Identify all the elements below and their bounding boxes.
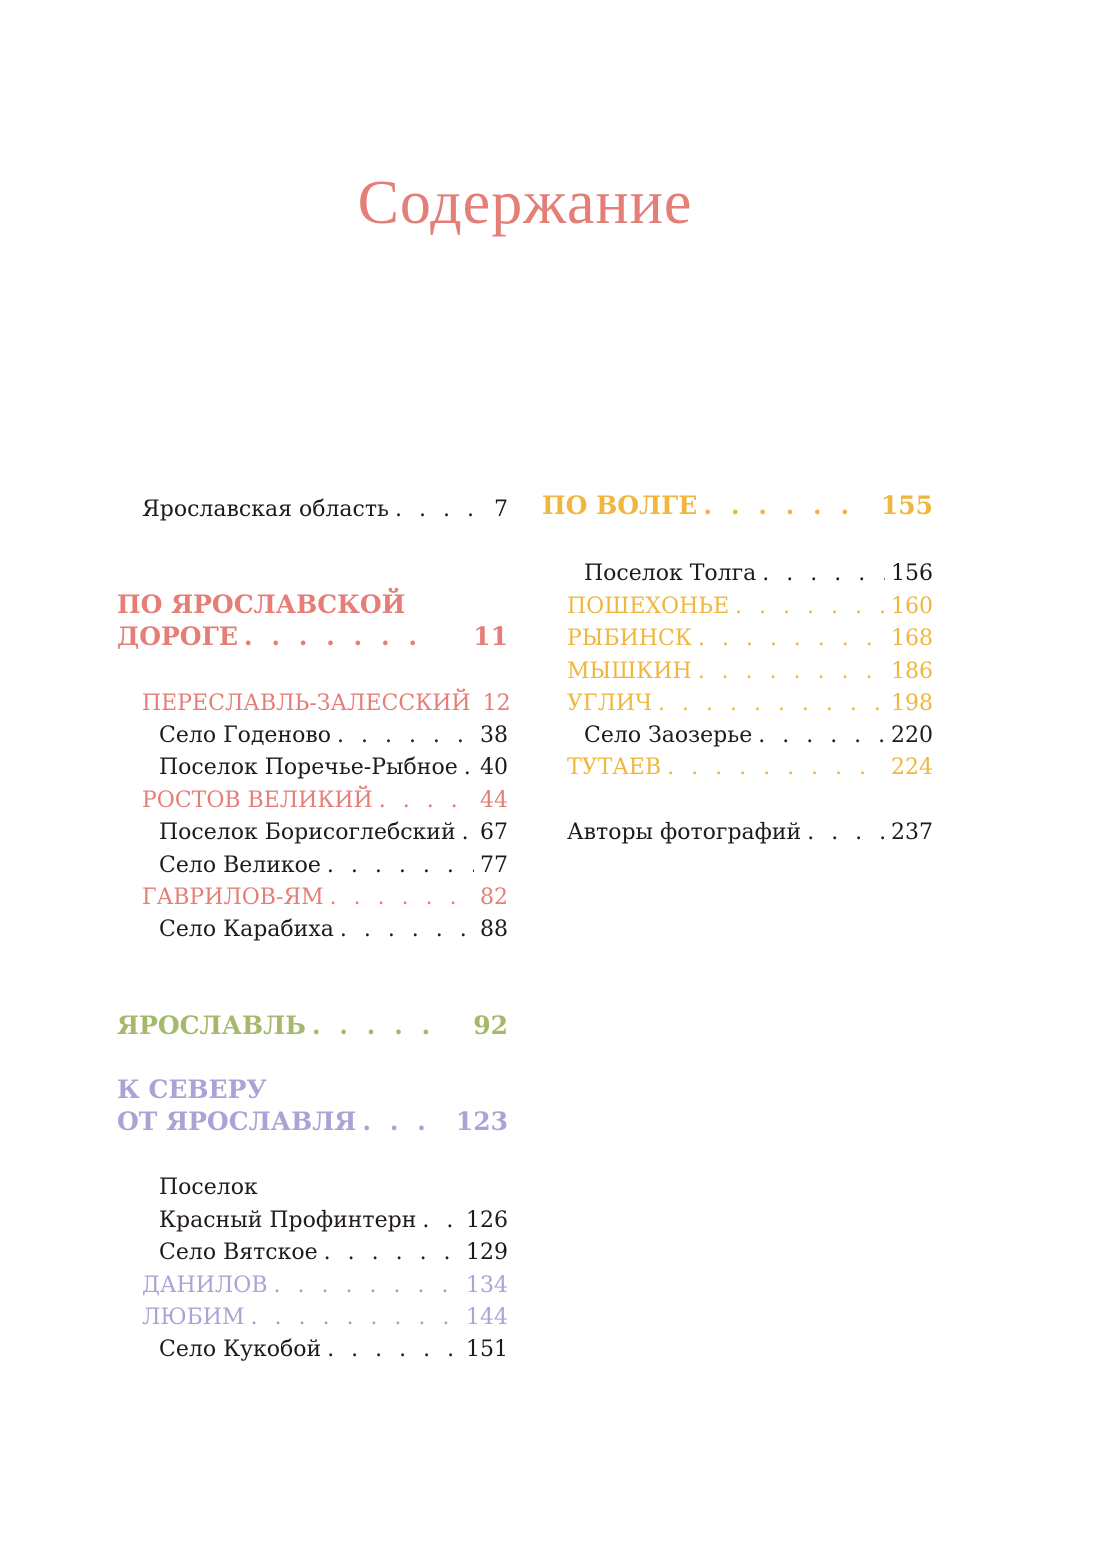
leader-dots — [698, 623, 885, 655]
toc-entry-intro[interactable] — [142, 494, 508, 526]
section-title-line1: К СЕВЕРУ — [117, 1075, 267, 1104]
toc-entry-page: 40 — [480, 755, 508, 780]
toc-entry-label: Село Карабиха — [159, 917, 334, 942]
toc-entry-borisoglebsky[interactable] — [159, 817, 508, 849]
leader-dots — [273, 1270, 460, 1302]
toc-entry-page: 67 — [480, 820, 508, 845]
toc-entry-page: 82 — [480, 885, 508, 910]
toc-entry-tolga[interactable] — [584, 558, 933, 590]
toc-section-yaroslavl[interactable] — [117, 1010, 508, 1042]
leader-dots — [762, 558, 885, 590]
leader-dots — [698, 656, 885, 688]
leader-dots — [807, 817, 885, 849]
toc-entry-uglich[interactable] — [567, 688, 933, 720]
toc-entry-page: 44 — [480, 788, 508, 813]
section-title: ПО ВОЛГЕ — [542, 491, 698, 520]
section-page: 123 — [455, 1107, 508, 1136]
toc-entry-godenovo[interactable] — [159, 720, 508, 752]
toc-entry-velikoe[interactable] — [159, 850, 508, 882]
toc-entry-page: 156 — [891, 561, 933, 586]
toc-entry-tutaev[interactable] — [567, 752, 933, 784]
leader-dots — [340, 914, 474, 946]
leader-dots — [327, 850, 474, 882]
toc-entry-label: РОСТОВ ВЕЛИКИЙ — [142, 788, 373, 813]
toc-entry-page: 126 — [466, 1208, 508, 1233]
leader-dots — [312, 1010, 437, 1042]
toc-entry-krasny-profintern[interactable] — [159, 1205, 508, 1237]
leader-dots — [735, 591, 885, 623]
toc-entry-gavrilov-yam[interactable] — [142, 882, 508, 914]
toc-entry-label: Красный Профинтерн — [159, 1208, 417, 1233]
leader-dots — [703, 490, 858, 522]
toc-entry-label: ПЕРЕСЛАВЛЬ-ЗАЛЕССКИЙ — [142, 691, 471, 716]
toc-entry-rostov[interactable] — [142, 785, 508, 817]
toc-entry-label: Поселок Толга — [584, 561, 757, 586]
toc-entry-zaozerye[interactable] — [584, 720, 933, 752]
leader-dots — [327, 1334, 460, 1366]
toc-entry-page: 237 — [891, 820, 933, 845]
leader-dots — [667, 752, 885, 784]
toc-entry-label: Авторы фотографий — [567, 820, 802, 845]
toc-entry-page: 224 — [891, 755, 933, 780]
toc-entry-label: Ярославская область — [142, 497, 390, 522]
toc-section-k-severu[interactable] — [117, 1074, 508, 1138]
toc-entry-page: 168 — [891, 626, 933, 651]
toc-entry-label: ЛЮБИМ — [142, 1305, 245, 1330]
toc-entry-label: МЫШКИН — [567, 659, 692, 684]
leader-dots — [362, 1106, 433, 1138]
section-title-line2: ДОРОГЕ — [117, 622, 238, 651]
toc-entry-poshekhonye[interactable] — [567, 591, 933, 623]
toc-section-po-volge[interactable] — [542, 490, 933, 522]
toc-entry-label: Поселок Поречье-Рыбное — [159, 755, 458, 780]
leader-dots — [379, 785, 474, 817]
leader-dots — [658, 688, 885, 720]
toc-entry-page: 160 — [891, 594, 933, 619]
toc-entry-label: УГЛИЧ — [567, 691, 653, 716]
toc-entry-karabikha[interactable] — [159, 914, 508, 946]
toc-entry-label: Село Заозерье — [584, 723, 753, 748]
toc-entry-porechye[interactable] — [159, 752, 508, 784]
toc-entry-label: ПОШЕХОНЬЕ — [567, 594, 730, 619]
leader-dots — [330, 882, 474, 914]
toc-entry-page: 77 — [480, 853, 508, 878]
section-title-line2-row — [117, 1106, 508, 1138]
toc-entry-page: 134 — [466, 1273, 508, 1298]
section-title-line2-row — [117, 621, 508, 653]
leader-dots — [758, 720, 885, 752]
toc-entry-label: Село Великое — [159, 853, 321, 878]
toc-entry-label: Село Годеново — [159, 723, 331, 748]
leader-dots — [462, 817, 474, 849]
toc-entry-page: 220 — [891, 723, 933, 748]
toc-entry-pereslavl[interactable] — [142, 688, 511, 720]
section-page: 155 — [880, 491, 933, 520]
toc-entry-label: Поселок Борисоглебский — [159, 820, 456, 845]
toc-entry-label: Село Кукобой — [159, 1337, 322, 1362]
toc-entry-vyatskoe[interactable] — [159, 1237, 508, 1269]
toc-entry-page: 88 — [480, 917, 508, 942]
leader-dots — [324, 1237, 460, 1269]
leader-dots — [244, 621, 437, 653]
toc-entry-label: Село Вятское — [159, 1240, 318, 1265]
section-page: 11 — [473, 622, 508, 651]
leader-dots — [464, 752, 474, 784]
toc-entry-page: 151 — [466, 1337, 508, 1362]
toc-entry-danilov[interactable] — [142, 1270, 508, 1302]
toc-entry-page: 144 — [466, 1305, 508, 1330]
toc-entry-page: 198 — [891, 691, 933, 716]
toc-entry-page: 129 — [466, 1240, 508, 1265]
leader-dots — [251, 1302, 461, 1334]
toc-entry-label: ГАВРИЛОВ-ЯМ — [142, 885, 324, 910]
toc-entry-page: 186 — [891, 659, 933, 684]
toc-entry-label: РЫБИНСК — [567, 626, 692, 651]
section-page: 92 — [473, 1011, 508, 1040]
toc-entry-page: 12 — [482, 691, 511, 716]
section-title: ЯРОСЛАВЛЬ — [117, 1011, 306, 1040]
toc-entry-myshkin[interactable] — [567, 656, 933, 688]
toc-section-po-yaroslavskoy-doroge[interactable] — [117, 589, 508, 653]
toc-entry-photo-credits[interactable] — [567, 817, 933, 849]
leader-dots — [395, 494, 488, 526]
section-title-line1: ПО ЯРОСЛАВСКОЙ — [117, 590, 406, 619]
toc-entry-page: 7 — [494, 497, 508, 522]
toc-entry-label: Поселок — [159, 1175, 258, 1200]
toc-entry-rybinsk[interactable] — [567, 623, 933, 655]
leader-dots — [422, 1205, 460, 1237]
toc-entry-page: 38 — [480, 723, 508, 748]
page-title: Содержание — [357, 169, 693, 237]
toc-entry-kukoboy[interactable] — [159, 1334, 508, 1366]
toc-entry-poselok[interactable] — [159, 1172, 508, 1204]
toc-entry-label: ДАНИЛОВ — [142, 1273, 268, 1298]
leader-dots — [337, 720, 474, 752]
toc-entry-label: ТУТАЕВ — [567, 755, 662, 780]
section-title-line2: ОТ ЯРОСЛАВЛЯ — [117, 1107, 357, 1136]
toc-entry-lyubim[interactable] — [142, 1302, 508, 1334]
